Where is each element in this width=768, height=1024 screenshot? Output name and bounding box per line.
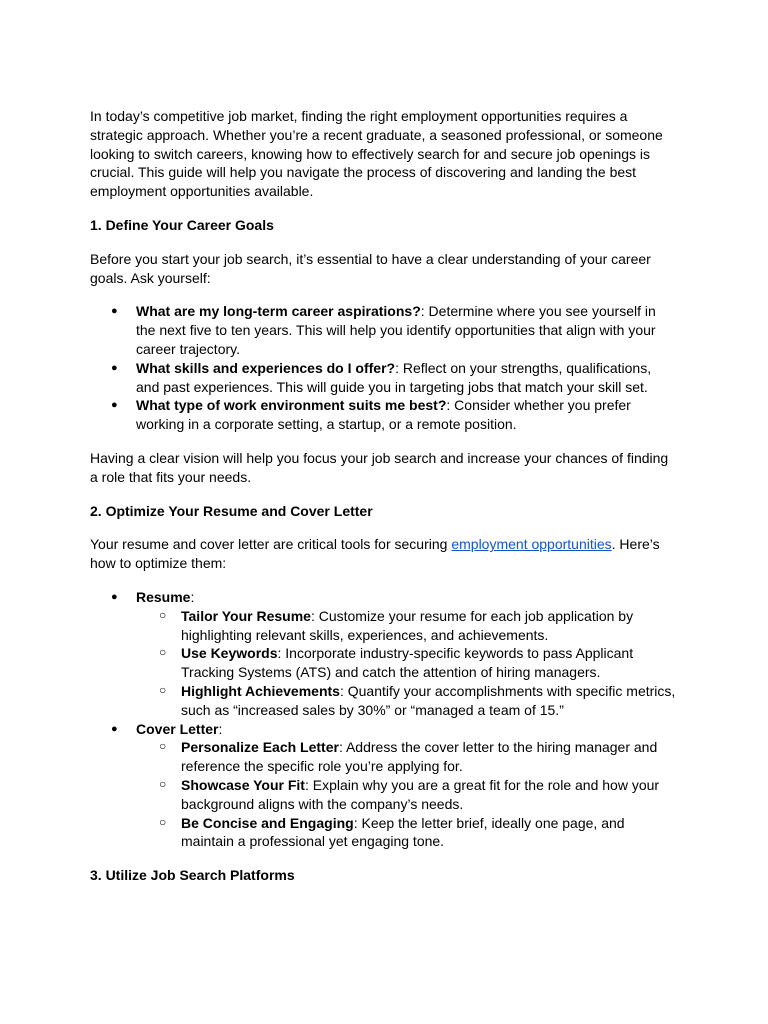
bullet-icon: ●	[111, 722, 118, 735]
bullet-icon: ●	[111, 399, 118, 412]
intro-paragraph: In today’s competitive job market, finding the right employment opportunities requires a strategic approach. Whether you’re a recent graduate, a seasoned professional, or someone looking to switch careers, knowing how to effectively search for and secure job openings is crucial. This guide will help you navigate the process of discovering and landing the best employment opportunities available.	[90, 108, 663, 200]
lead-text-before: Your resume and cover letter are critical tools for securing	[90, 536, 452, 553]
resume-sublist	[136, 607, 678, 720]
section-3-heading: 3. Utilize Job Search Platforms	[90, 867, 295, 884]
item-term: Be Concise and Engaging	[181, 814, 354, 831]
section-1-closing: Having a clear vision will help you focus your job search and increase your chances of finding a role that fits your needs.	[90, 449, 669, 485]
item-term: Tailor Your Resume	[181, 607, 311, 624]
item-text: : Explain why you are a great fit for the role and how your background aligns with the company’s needs.	[181, 776, 660, 812]
circle-bullet-icon: ○	[159, 739, 167, 754]
bullet-icon: ●	[111, 590, 118, 603]
cover-letter-sublist	[136, 738, 678, 851]
optimize-list	[90, 588, 678, 851]
sub-list-item	[136, 814, 678, 852]
item-term: Showcase Your Fit	[181, 776, 305, 793]
list-item-cover-letter	[90, 720, 678, 852]
item-text: : Incorporate industry-specific keywords to pass Applicant Tracking Systems (ATS) and catch the attention of hiring managers.	[181, 645, 634, 681]
item-text: : Reflect on your strengths, qualifications, and past experiences. This will guide you in targeting jobs that match your skill set.	[136, 359, 652, 395]
section-2-heading: 2. Optimize Your Resume and Cover Letter	[90, 502, 373, 519]
circle-bullet-icon: ○	[159, 645, 167, 660]
item-text: : Consider whether you prefer working in a corporate setting, a startup, or a remote position.	[136, 397, 631, 433]
group-term: Resume	[136, 588, 191, 605]
item-text: : Quantify your accomplishments with specific metrics, such as “increased sales by 30%” or “managed a team of 15.”	[181, 682, 676, 718]
item-term: Use Keywords	[181, 645, 278, 662]
group-term: Cover Letter	[136, 720, 219, 737]
circle-bullet-icon: ○	[159, 814, 167, 829]
section-2-lead	[90, 535, 678, 573]
sub-list-item	[136, 607, 678, 645]
circle-bullet-icon: ○	[159, 682, 167, 697]
employment-opportunities-link[interactable]: employment opportunities	[451, 536, 612, 553]
item-term: What type of work environment suits me best?	[136, 397, 447, 414]
sub-list-item	[136, 776, 678, 814]
circle-bullet-icon: ○	[159, 776, 167, 791]
circle-bullet-icon: ○	[159, 607, 167, 622]
sub-list-item	[136, 644, 678, 682]
item-text: : Customize your resume for each job application by highlighting relevant skills, experiences, and achievements.	[181, 607, 634, 643]
group-suffix: :	[190, 588, 195, 605]
sub-list-item	[136, 682, 678, 720]
career-goals-list	[90, 302, 678, 434]
item-term: What skills and experiences do I offer?	[136, 359, 396, 376]
section-1-heading: 1. Define Your Career Goals	[90, 216, 274, 233]
item-term: What are my long-term career aspirations?	[136, 303, 421, 320]
bullet-icon: ●	[111, 305, 118, 318]
sub-list-item	[136, 738, 678, 776]
item-term: Personalize Each Letter	[181, 739, 339, 756]
list-item	[90, 302, 678, 358]
list-item	[90, 359, 678, 397]
item-term: Highlight Achievements	[181, 682, 340, 699]
group-suffix: :	[218, 720, 223, 737]
bullet-icon: ●	[111, 361, 118, 374]
list-item	[90, 396, 678, 434]
item-text: : Keep the letter brief, ideally one page, and maintain a professional yet engaging tone.	[181, 814, 625, 850]
item-text: : Address the cover letter to the hiring manager and reference the specific role you’re applying for.	[181, 739, 658, 775]
list-item-resume	[90, 588, 678, 720]
section-1-lead: Before you start your job search, it’s essential to have a clear understanding of your career goals. Ask yourself:	[90, 250, 651, 286]
item-text: : Determine where you see yourself in the next five to ten years. This will help you identify opportunities that align with your career trajectory.	[136, 303, 656, 357]
lead-text-after: . Here’s how to optimize them:	[90, 536, 660, 572]
